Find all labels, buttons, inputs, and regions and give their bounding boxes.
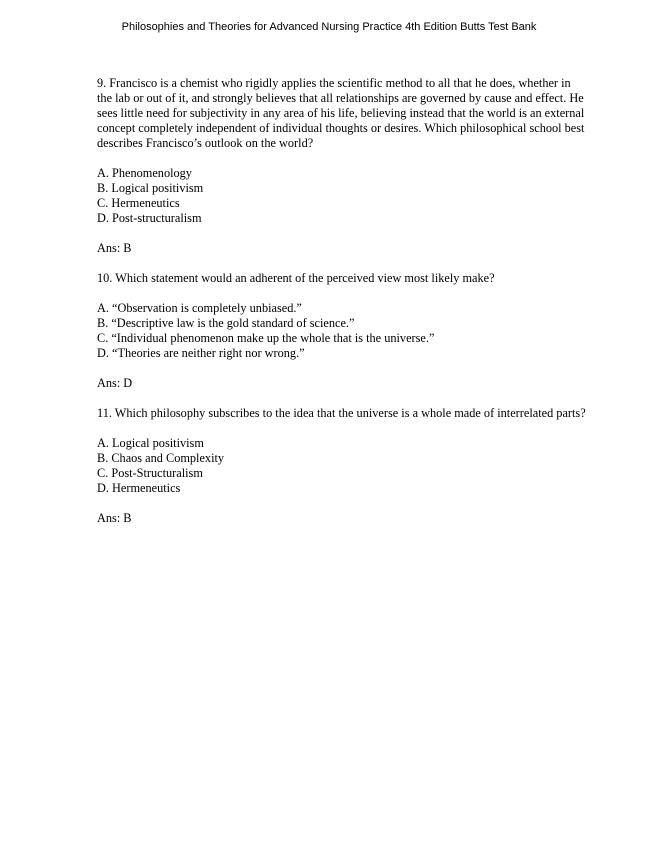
option-d: D. Post-structuralism [97, 211, 202, 225]
option-b: B. Logical positivism [97, 181, 204, 195]
option-b: B. Chaos and Complexity [97, 451, 225, 465]
document-body [97, 76, 587, 541]
option-d: D. “Theories are neither right nor wrong.” [97, 346, 305, 360]
answer-options [97, 301, 587, 361]
option-b: B. “Descriptive law is the gold standard of science.” [97, 316, 355, 330]
option-a: A. “Observation is completely unbiased.” [97, 301, 302, 315]
question-11 [97, 406, 587, 526]
option-c: C. Post-Structuralism [97, 466, 203, 480]
answer-key: Ans: D [97, 376, 133, 390]
option-a: A. Phenomenology [97, 166, 192, 180]
page-header: Philosophies and Theories for Advanced Nursing Practice 4th Edition Butts Test Bank [121, 21, 537, 33]
option-d: D. Hermeneutics [97, 481, 181, 495]
option-a: A. Logical positivism [97, 436, 204, 450]
answer-options [97, 436, 587, 496]
question-stem: 10. Which statement would an adherent of the perceived view most likely make? [97, 271, 495, 285]
option-c: C. Hermeneutics [97, 196, 180, 210]
answer-key: Ans: B [97, 241, 132, 255]
question-9 [97, 76, 587, 256]
question-stem: 11. Which philosophy subscribes to the idea that the universe is a whole made of interrelated parts? [97, 406, 586, 420]
answer-options [97, 166, 587, 226]
question-10 [97, 271, 587, 391]
answer-key: Ans: B [97, 511, 132, 525]
option-c: C. “Individual phenomenon make up the whole that is the universe.” [97, 331, 435, 345]
question-stem: 9. Francisco is a chemist who rigidly applies the scientific method to all that he does, whether in the lab or out of it, and strongly believes that all relationships are governed by cause and effect. He sees little need for subjectivity in any area of his life, believing instead that the world is an external concept completely independent of individual thoughts or desires. Which philosophical school best describes Francisco’s outlook on the world? [97, 76, 585, 150]
